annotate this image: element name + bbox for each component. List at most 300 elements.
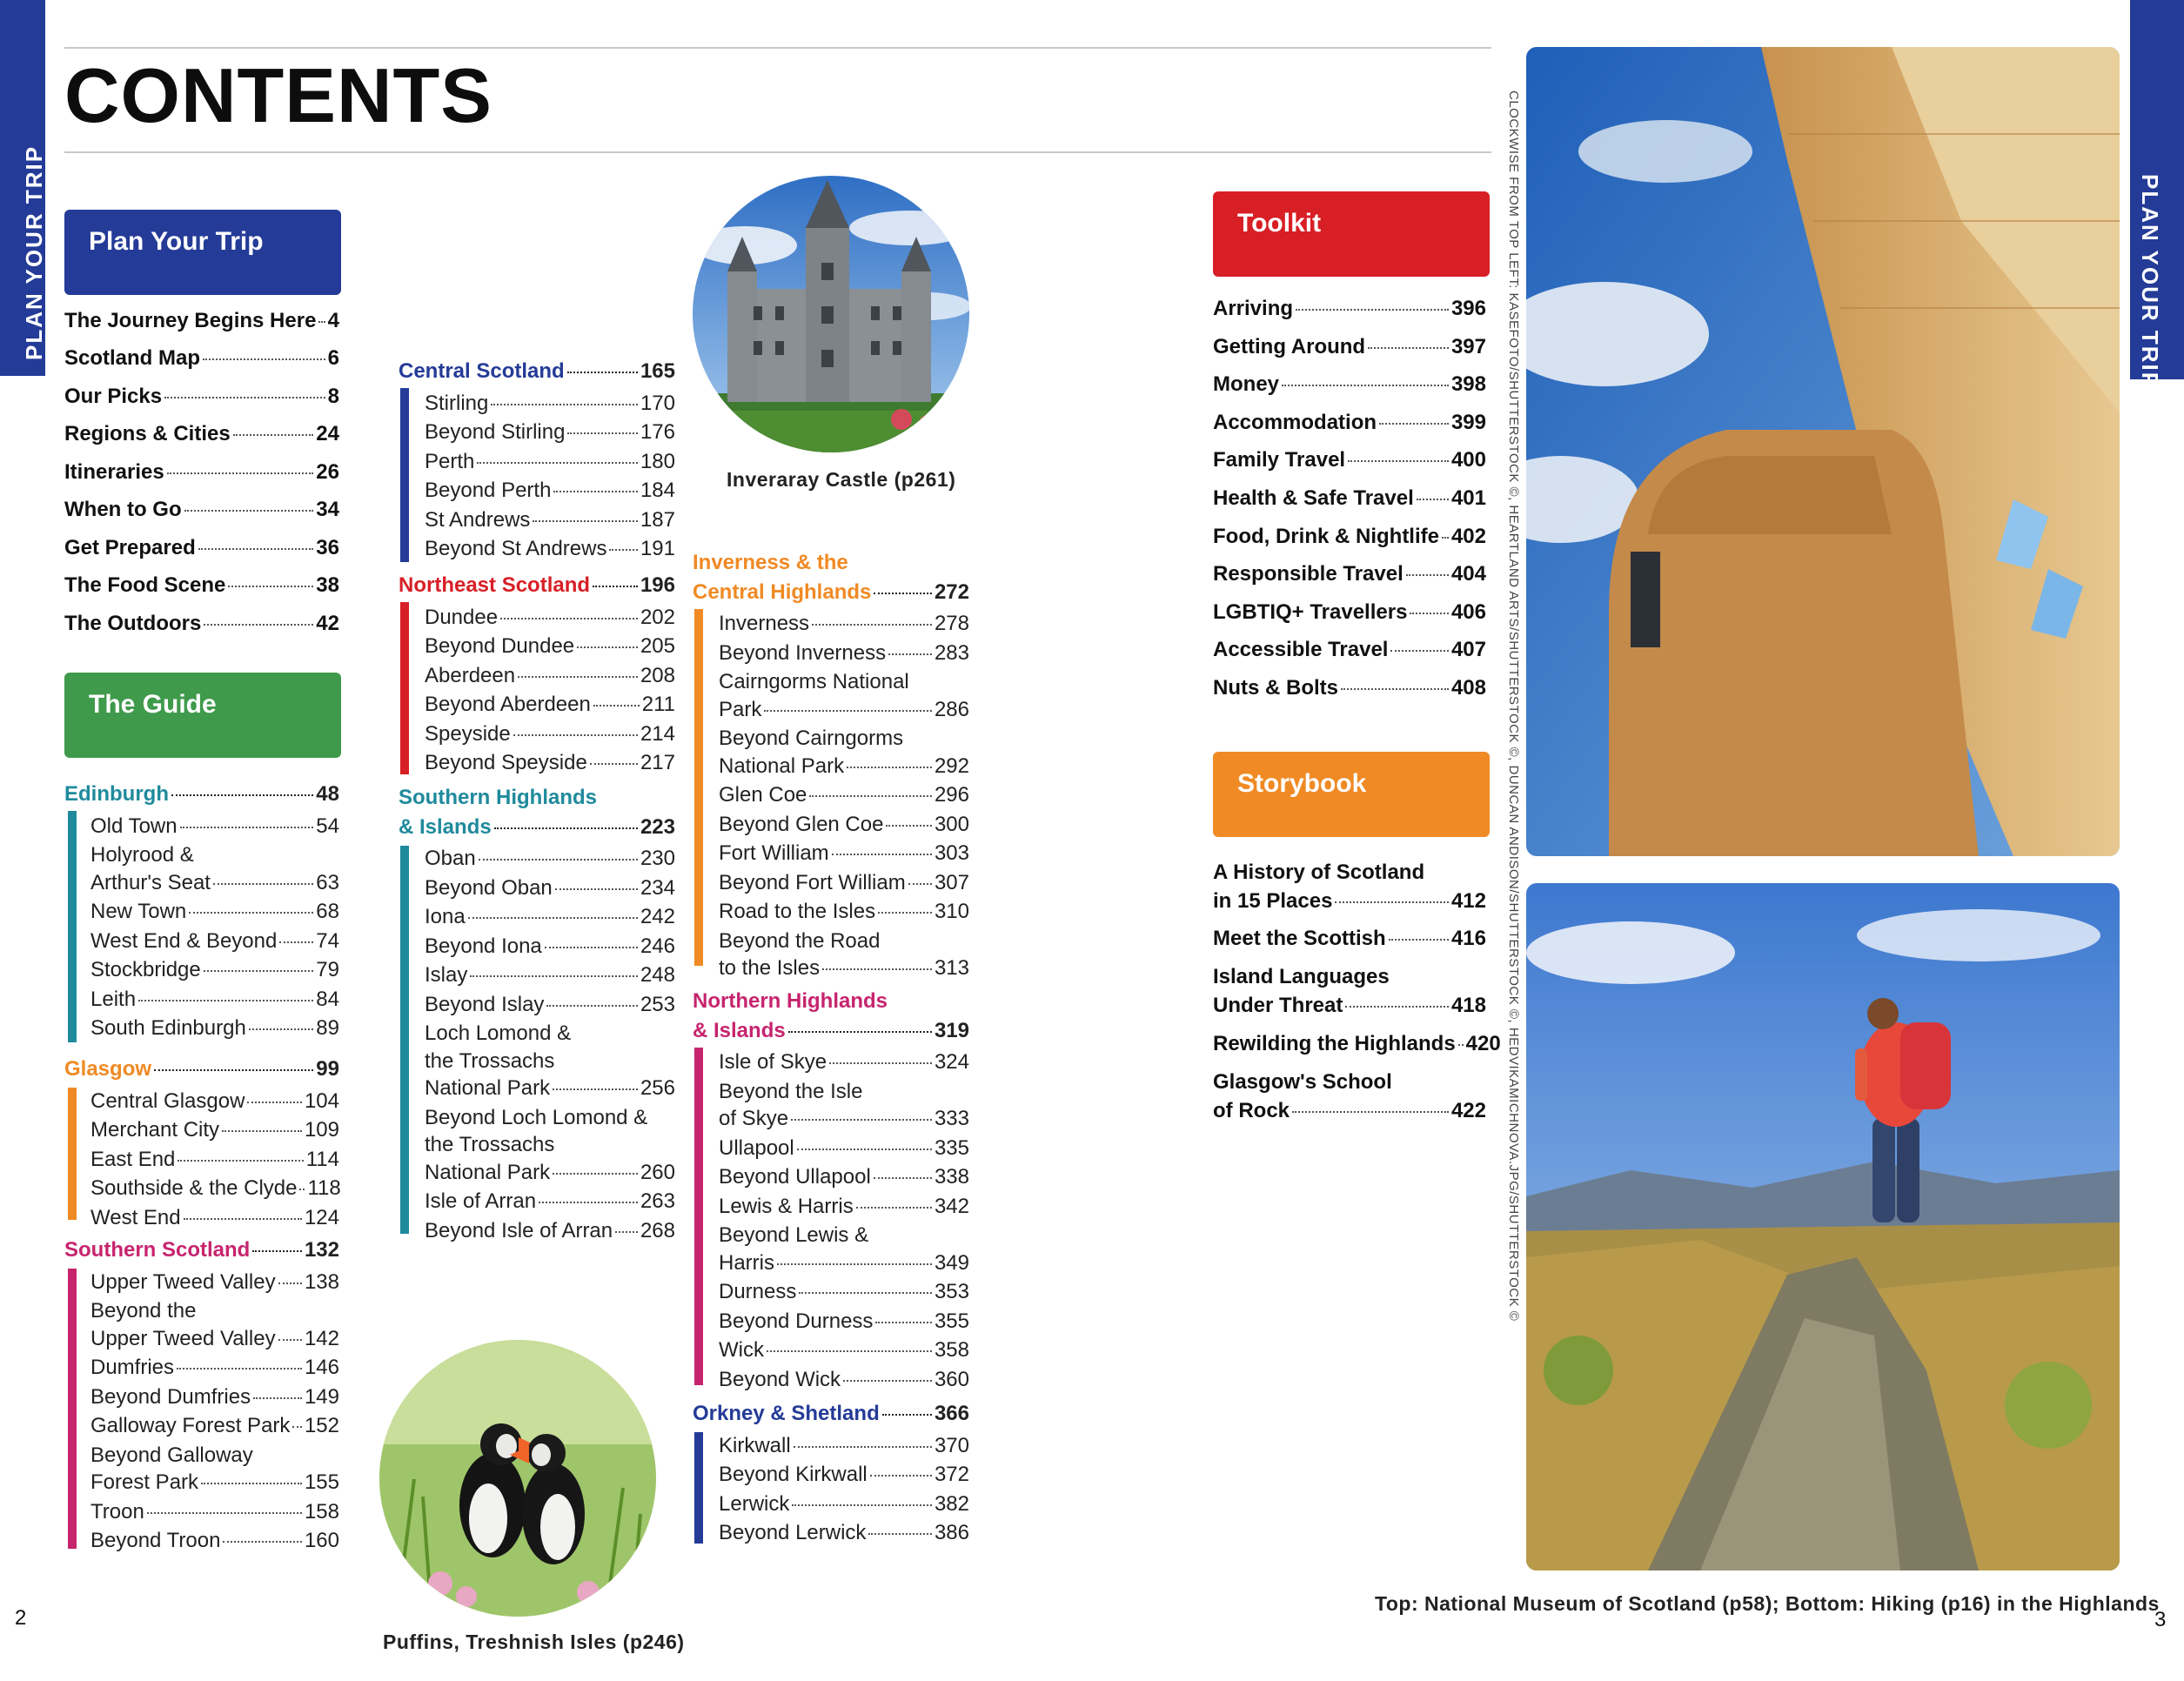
toc-entry-label: to the Isles bbox=[719, 956, 821, 980]
toc-entry-page: 230 bbox=[640, 847, 675, 870]
inverness-bar bbox=[694, 609, 703, 966]
toc-entry-page: 397 bbox=[1450, 334, 1486, 358]
toc-entry-page: 366 bbox=[934, 1402, 969, 1425]
toc-entry-label: Meet the Scottish bbox=[1213, 927, 1386, 950]
dot-leader bbox=[567, 432, 638, 434]
toc-subentry bbox=[719, 611, 969, 637]
dot-leader bbox=[1296, 309, 1449, 311]
toc-subentry bbox=[719, 1164, 969, 1190]
dot-leader bbox=[203, 358, 325, 360]
dot-leader bbox=[138, 1000, 313, 1001]
toolkit-entry bbox=[1213, 296, 1486, 322]
dot-leader bbox=[164, 397, 325, 398]
section-heading bbox=[64, 1056, 339, 1082]
dot-leader bbox=[856, 1207, 932, 1209]
toc-subentry bbox=[425, 846, 675, 872]
toc-entry-label: Upper Tweed Valley bbox=[90, 1326, 276, 1350]
toolkit-entry bbox=[1213, 524, 1486, 550]
toc-entry-label: Beyond Ullapool bbox=[719, 1165, 871, 1189]
toc-entry-page: 99 bbox=[316, 1057, 339, 1081]
toc-entry-page: 74 bbox=[316, 928, 339, 953]
dot-leader bbox=[553, 491, 638, 492]
toc-subentry-line: Holyrood & bbox=[90, 843, 194, 867]
dot-leader bbox=[189, 912, 313, 914]
dot-leader bbox=[477, 462, 638, 464]
dot-leader bbox=[567, 372, 638, 373]
toc-subentry-line: the Trossachs bbox=[425, 1133, 555, 1156]
dot-leader bbox=[874, 593, 932, 594]
dot-leader bbox=[1417, 499, 1449, 500]
toc-entry-label: Dundee bbox=[425, 605, 499, 629]
toc-entry-label: Under Threat bbox=[1213, 994, 1343, 1017]
dot-leader bbox=[539, 1202, 638, 1203]
toc-entry-page: 160 bbox=[304, 1529, 339, 1552]
dot-leader bbox=[764, 710, 932, 712]
toc-entry-label: Beyond Glen Coe bbox=[719, 812, 884, 836]
toc-subentry bbox=[90, 1269, 339, 1296]
toc-entry-page: 360 bbox=[934, 1367, 969, 1391]
photos-caption: Top: National Museum of Scotland (p58); Bottom: Hiking (p16) in the Highlands bbox=[1375, 1592, 2160, 1615]
toc-entry-page: 142 bbox=[304, 1326, 339, 1350]
toc-entry-page: 382 bbox=[934, 1491, 969, 1516]
side-tab-label: PLAN YOUR TRIP bbox=[2137, 174, 2163, 390]
toc-entry-label: Regions & Cities bbox=[64, 422, 231, 445]
toc-subentry bbox=[425, 962, 675, 988]
toc-entry-page: 401 bbox=[1450, 486, 1486, 510]
toc-entry-label: Durness bbox=[719, 1280, 797, 1303]
toc-entry-label: Glasgow bbox=[64, 1057, 152, 1081]
toc-entry-label: Kirkwall bbox=[719, 1433, 791, 1457]
southern-scotland-bar bbox=[68, 1269, 77, 1549]
toc-entry-page: 342 bbox=[934, 1194, 969, 1218]
plan-trip-entry bbox=[64, 497, 339, 523]
toc-entry-page: 205 bbox=[640, 634, 675, 658]
toc-entry-label: Beyond Durness bbox=[719, 1309, 874, 1333]
dot-leader bbox=[222, 1130, 302, 1132]
toc-entry-page: 408 bbox=[1450, 676, 1486, 700]
page-title: CONTENTS bbox=[64, 52, 492, 138]
toc-entry-label: West End bbox=[90, 1205, 181, 1229]
toc-entry-page: 114 bbox=[305, 1147, 339, 1171]
toc-subentry bbox=[719, 782, 969, 808]
toc-entry-page: 242 bbox=[640, 905, 675, 928]
toc-subentry bbox=[425, 391, 675, 417]
toc-subentry bbox=[425, 750, 675, 776]
toc-entry-label: Health & Safe Travel bbox=[1213, 486, 1414, 510]
toc-entry-page: 187 bbox=[640, 507, 675, 532]
toc-entry-label: Accessible Travel bbox=[1213, 638, 1389, 662]
dot-leader bbox=[249, 1028, 313, 1030]
toc-entry-page: 386 bbox=[934, 1521, 969, 1544]
plan-your-trip-heading: Plan Your Trip bbox=[89, 227, 264, 256]
toc-subentry bbox=[719, 1250, 969, 1276]
toc-subentry bbox=[719, 1194, 969, 1220]
dot-leader bbox=[609, 549, 637, 551]
toolkit-entry bbox=[1213, 334, 1486, 360]
dot-leader bbox=[233, 434, 314, 436]
storybook-entry-line: A History of Scotland bbox=[1213, 861, 1425, 884]
dot-leader bbox=[204, 624, 313, 626]
toc-entry-page: 196 bbox=[640, 573, 675, 597]
toc-entry-page: 84 bbox=[316, 987, 339, 1011]
toc-subentry bbox=[425, 992, 675, 1018]
toc-subentry bbox=[425, 721, 675, 747]
dot-leader bbox=[555, 888, 638, 890]
toc-entry-label: The Outdoors bbox=[64, 612, 202, 635]
toc-subentry bbox=[90, 1470, 339, 1496]
dot-leader bbox=[147, 1512, 302, 1514]
toc-entry-label: Fort William bbox=[719, 841, 829, 865]
dot-leader bbox=[788, 1031, 932, 1033]
toc-subentry-line: Beyond the Isle bbox=[719, 1079, 863, 1103]
toc-entry-page: 396 bbox=[1450, 297, 1486, 320]
toc-subentry bbox=[719, 1106, 969, 1132]
dot-leader bbox=[875, 1322, 932, 1323]
side-tab-left bbox=[0, 0, 45, 376]
dot-leader bbox=[577, 646, 638, 648]
section-heading bbox=[399, 358, 675, 385]
toc-entry-page: 349 bbox=[934, 1250, 969, 1275]
toc-entry-label: Isle of Arran bbox=[425, 1189, 537, 1213]
dot-leader bbox=[223, 1541, 302, 1543]
toc-subentry bbox=[90, 1326, 339, 1352]
toc-entry-page: 319 bbox=[934, 1018, 969, 1042]
toc-entry-label: When to Go bbox=[64, 498, 182, 521]
section-heading bbox=[64, 781, 339, 807]
inveraray-castle-photo bbox=[693, 176, 969, 452]
toc-entry-label: & Islands bbox=[693, 1018, 786, 1042]
toc-entry-page: 272 bbox=[934, 579, 969, 604]
toc-entry-page: 418 bbox=[1450, 994, 1486, 1017]
section-heading-line: Northern Highlands bbox=[693, 989, 888, 1013]
dot-leader bbox=[545, 947, 638, 948]
dot-leader bbox=[1389, 939, 1449, 941]
toc-subentry bbox=[719, 1135, 969, 1162]
toc-entry-label: Beyond Aberdeen bbox=[425, 693, 591, 716]
toc-entry-label: Forest Park bbox=[90, 1470, 199, 1494]
toc-subentry bbox=[425, 875, 675, 901]
toc-subentry bbox=[719, 1367, 969, 1393]
toc-subentry bbox=[719, 1337, 969, 1363]
toc-entry-page: 234 bbox=[640, 875, 675, 900]
toc-subentry bbox=[425, 507, 675, 533]
toolkit-entry bbox=[1213, 637, 1486, 663]
dot-leader bbox=[1458, 1044, 1464, 1046]
toc-subentry bbox=[90, 987, 339, 1013]
toc-subentry bbox=[719, 870, 969, 896]
dot-leader bbox=[829, 1062, 932, 1064]
toc-entry-page: 79 bbox=[316, 958, 339, 981]
toc-entry-label: Getting Around bbox=[1213, 334, 1366, 358]
toc-entry-label: National Park bbox=[425, 1076, 551, 1100]
toc-entry-label: Old Town bbox=[90, 814, 178, 838]
dot-leader bbox=[832, 854, 932, 855]
toc-subentry bbox=[90, 1355, 339, 1381]
photo-credit: CLOCKWISE FROM TOP LEFT: KASEFOTO/SHUTTERSTOCK ©, HEARTLAND ARTS/SHUTTERSTOCK ©, DUNCAN ANDISON/SHUTTERSTOCK ©, HEDVIKAMICHNOVA.JPG/SHUTTERSTOCK © bbox=[1506, 90, 1521, 1322]
toc-entry-page: 310 bbox=[934, 900, 969, 923]
dot-leader bbox=[791, 1119, 932, 1121]
toc-entry-label: in 15 Places bbox=[1213, 889, 1333, 913]
toc-entry-label: Beyond Stirling bbox=[425, 420, 566, 444]
toc-entry-page: 36 bbox=[316, 536, 339, 559]
section-heading bbox=[64, 1237, 339, 1263]
toc-entry-label: Ullapool bbox=[719, 1135, 794, 1160]
toc-entry-page: 152 bbox=[304, 1414, 339, 1437]
toc-subentry bbox=[719, 1309, 969, 1335]
toc-entry-page: 63 bbox=[316, 870, 339, 894]
page-number-left: 2 bbox=[15, 1606, 27, 1630]
toolkit-entry bbox=[1213, 599, 1486, 626]
toc-subentry-line: Beyond Galloway bbox=[90, 1443, 253, 1467]
dot-leader bbox=[1442, 537, 1449, 539]
toc-entry-page: 253 bbox=[640, 992, 675, 1016]
dot-leader bbox=[198, 548, 314, 550]
toc-entry-page: 278 bbox=[934, 612, 969, 635]
toc-subentry bbox=[425, 633, 675, 660]
toc-entry-label: Leith bbox=[90, 987, 137, 1011]
toc-subentry bbox=[425, 934, 675, 960]
toc-subentry-line: Beyond Cairngorms bbox=[719, 727, 904, 750]
toc-entry-label: New Town bbox=[90, 900, 187, 923]
toc-entry-label: Road to the Isles bbox=[719, 900, 876, 923]
toc-entry-label: Beyond Oban bbox=[425, 875, 553, 900]
dot-leader bbox=[154, 1069, 313, 1071]
toc-entry-label: Beyond St Andrews bbox=[425, 537, 607, 560]
toc-subentry bbox=[719, 1520, 969, 1546]
toc-entry-page: 118 bbox=[307, 1176, 341, 1200]
toc-entry-label: Lewis & Harris bbox=[719, 1194, 854, 1218]
dot-leader bbox=[491, 404, 638, 405]
toc-subentry bbox=[90, 1147, 339, 1173]
toc-entry-label: Responsible Travel bbox=[1213, 562, 1404, 586]
toc-entry-page: 176 bbox=[640, 420, 675, 444]
toc-entry-page: 416 bbox=[1450, 927, 1486, 950]
toc-entry-page: 307 bbox=[934, 870, 969, 894]
toc-entry-label: Islay bbox=[425, 963, 468, 987]
toc-entry-page: 211 bbox=[641, 693, 675, 716]
toc-entry-label: Beyond Speyside bbox=[425, 751, 587, 774]
dot-leader bbox=[518, 676, 638, 678]
toc-entry-label: Galloway Forest Park bbox=[90, 1414, 291, 1437]
toc-entry-label: Beyond Dundee bbox=[425, 634, 575, 658]
plan-trip-entry bbox=[64, 345, 339, 372]
toc-subentry bbox=[90, 899, 339, 925]
dot-leader bbox=[494, 827, 638, 829]
toc-entry-label: National Park bbox=[719, 753, 845, 778]
dot-leader bbox=[874, 1177, 932, 1179]
dot-leader bbox=[253, 1397, 302, 1399]
toc-entry-label: Merchant City bbox=[90, 1118, 220, 1142]
northeast-scotland-bar bbox=[400, 602, 409, 774]
toc-subentry bbox=[719, 1433, 969, 1459]
toc-subentry bbox=[719, 697, 969, 723]
dot-leader bbox=[847, 767, 932, 768]
toc-entry-label: Edinburgh bbox=[64, 782, 169, 806]
dot-leader bbox=[178, 1160, 303, 1162]
plan-trip-entry bbox=[64, 573, 339, 599]
toc-entry-label: Speyside bbox=[425, 721, 511, 746]
toc-entry-page: 158 bbox=[304, 1499, 339, 1524]
toc-entry-label: Troon bbox=[90, 1499, 144, 1524]
toolkit-entry bbox=[1213, 410, 1486, 436]
dot-leader bbox=[468, 917, 638, 919]
toc-entry-page: 296 bbox=[934, 783, 969, 807]
toc-entry-label: Perth bbox=[425, 449, 475, 473]
plan-trip-entry bbox=[64, 421, 339, 447]
toc-subentry bbox=[90, 1175, 339, 1202]
toc-subentry bbox=[425, 478, 675, 504]
toc-entry-label: of Skye bbox=[719, 1107, 789, 1130]
toc-entry-page: 268 bbox=[640, 1218, 675, 1242]
toc-entry-page: 42 bbox=[316, 612, 339, 635]
toc-entry-page: 420 bbox=[1465, 1032, 1501, 1055]
toc-entry-page: 248 bbox=[640, 963, 675, 987]
toc-entry-page: 180 bbox=[640, 449, 675, 473]
toc-subentry bbox=[425, 605, 675, 631]
storybook-entry bbox=[1213, 888, 1486, 914]
toc-entry-label: Beyond Lerwick bbox=[719, 1521, 867, 1544]
dot-leader bbox=[171, 794, 313, 796]
puffins-caption: Puffins, Treshnish Isles (p246) bbox=[383, 1631, 685, 1653]
toc-subentry bbox=[719, 899, 969, 925]
dot-leader bbox=[204, 970, 314, 972]
dot-leader bbox=[822, 968, 932, 970]
toc-entry-page: 372 bbox=[934, 1463, 969, 1486]
dot-leader bbox=[1335, 901, 1449, 903]
toc-entry-page: 6 bbox=[327, 346, 339, 370]
toc-entry-page: 202 bbox=[640, 605, 675, 629]
toc-entry-page: 34 bbox=[316, 498, 339, 521]
dot-leader bbox=[792, 1504, 932, 1506]
dot-leader bbox=[278, 1283, 302, 1284]
toolkit-entry bbox=[1213, 561, 1486, 587]
toc-entry-label: Beyond Iona bbox=[425, 934, 542, 958]
storybook-entry-line: Glasgow's School bbox=[1213, 1070, 1392, 1094]
plan-trip-entry bbox=[64, 308, 339, 334]
toc-entry-page: 138 bbox=[304, 1269, 339, 1294]
puffins-photo bbox=[379, 1340, 656, 1617]
storybook-entry bbox=[1213, 993, 1486, 1019]
side-tab-right bbox=[2130, 0, 2184, 390]
toc-subentry bbox=[90, 1413, 339, 1439]
plan-trip-entry bbox=[64, 459, 339, 486]
dot-leader bbox=[1368, 347, 1449, 349]
dot-leader bbox=[888, 653, 932, 655]
toc-entry-page: 89 bbox=[316, 1016, 339, 1040]
edinburgh-bar bbox=[68, 811, 77, 1042]
toc-subentry bbox=[719, 1491, 969, 1517]
dot-leader bbox=[777, 1263, 932, 1265]
toc-entry-label: Beyond Inverness bbox=[719, 640, 887, 665]
toc-subentry bbox=[90, 1015, 339, 1041]
toc-entry-label: Beyond Dumfries bbox=[90, 1384, 251, 1409]
toc-entry-label: Stockbridge bbox=[90, 958, 201, 981]
plan-trip-entry bbox=[64, 611, 339, 637]
toc-subentry bbox=[425, 663, 675, 689]
dot-leader bbox=[1348, 460, 1449, 462]
orkney-shetland-bar bbox=[694, 1432, 703, 1544]
toc-entry-page: 358 bbox=[934, 1338, 969, 1362]
title-rule bbox=[64, 151, 1491, 153]
storybook-entry bbox=[1213, 1098, 1486, 1124]
toc-entry-page: 191 bbox=[640, 537, 675, 560]
toc-entry-label: Beyond Perth bbox=[425, 479, 552, 502]
toc-entry-page: 54 bbox=[316, 814, 339, 838]
toc-subentry-line: Beyond Lewis & bbox=[719, 1223, 869, 1247]
toc-entry-label: Park bbox=[719, 697, 762, 721]
toc-entry-label: Iona bbox=[425, 905, 466, 928]
toc-entry-label: Itineraries bbox=[64, 460, 164, 484]
toc-subentry-line: Beyond Loch Lomond & bbox=[425, 1105, 648, 1129]
toc-subentry bbox=[90, 1205, 339, 1231]
toc-entry-page: 256 bbox=[640, 1076, 675, 1100]
toc-entry-page: 155 bbox=[304, 1470, 339, 1494]
toc-entry-label: Beyond Troon bbox=[90, 1529, 221, 1552]
toc-entry-label: St Andrews bbox=[425, 507, 531, 532]
plan-trip-entry bbox=[64, 535, 339, 561]
dot-leader bbox=[908, 883, 932, 885]
toc-entry-label: Money bbox=[1213, 372, 1280, 397]
dot-leader bbox=[279, 941, 313, 943]
toc-entry-page: 214 bbox=[640, 721, 675, 746]
toc-subentry bbox=[719, 1279, 969, 1305]
toc-subentry bbox=[719, 812, 969, 838]
toc-entry-label: Isle of Skye bbox=[719, 1050, 827, 1074]
toc-entry-label: The Journey Begins Here bbox=[64, 309, 317, 332]
section-heading bbox=[693, 1401, 969, 1427]
toc-subentry bbox=[90, 1528, 339, 1554]
museum-photo bbox=[1526, 47, 2120, 856]
toc-entry-page: 132 bbox=[304, 1238, 339, 1262]
toc-entry-label: The Food Scene bbox=[64, 573, 226, 597]
toc-entry-label: Southside & the Clyde bbox=[90, 1176, 298, 1200]
dot-leader bbox=[553, 1173, 638, 1175]
toc-entry-page: 8 bbox=[327, 385, 339, 408]
toc-subentry bbox=[425, 1189, 675, 1215]
dot-leader bbox=[878, 912, 932, 914]
toolkit-box bbox=[1213, 191, 1490, 277]
toc-entry-page: 263 bbox=[640, 1189, 675, 1213]
toc-subentry-line: the Trossachs bbox=[425, 1048, 555, 1073]
dot-leader bbox=[184, 510, 314, 512]
toc-entry-label: Beyond Wick bbox=[719, 1367, 841, 1391]
central-scotland-bar bbox=[400, 388, 409, 562]
toolkit-entry bbox=[1213, 372, 1486, 398]
toc-subentry-line: Beyond the Road bbox=[719, 928, 881, 953]
toc-entry-label: Food, Drink & Nightlife bbox=[1213, 524, 1439, 548]
toc-entry-label: Stirling bbox=[425, 391, 489, 415]
toc-entry-page: 109 bbox=[304, 1118, 339, 1142]
toolkit-entry bbox=[1213, 447, 1486, 473]
toc-entry-label: South Edinburgh bbox=[90, 1016, 246, 1040]
toc-subentry bbox=[90, 870, 339, 896]
toc-entry-page: 170 bbox=[640, 391, 675, 415]
toc-entry-page: 104 bbox=[304, 1088, 339, 1113]
toc-entry-label: Inverness bbox=[719, 612, 810, 635]
dot-leader bbox=[299, 1189, 305, 1190]
toc-entry-page: 412 bbox=[1450, 889, 1486, 913]
storybook-heading: Storybook bbox=[1237, 769, 1367, 798]
toc-subentry bbox=[90, 1117, 339, 1143]
toolkit-entry bbox=[1213, 486, 1486, 512]
dot-leader bbox=[843, 1380, 932, 1382]
toc-entry-page: 292 bbox=[934, 753, 969, 778]
dot-leader bbox=[767, 1350, 932, 1352]
toc-entry-label: Rewilding the Highlands bbox=[1213, 1032, 1456, 1055]
toc-entry-page: 246 bbox=[640, 934, 675, 958]
toc-entry-page: 398 bbox=[1450, 372, 1486, 397]
dot-leader bbox=[513, 734, 638, 736]
